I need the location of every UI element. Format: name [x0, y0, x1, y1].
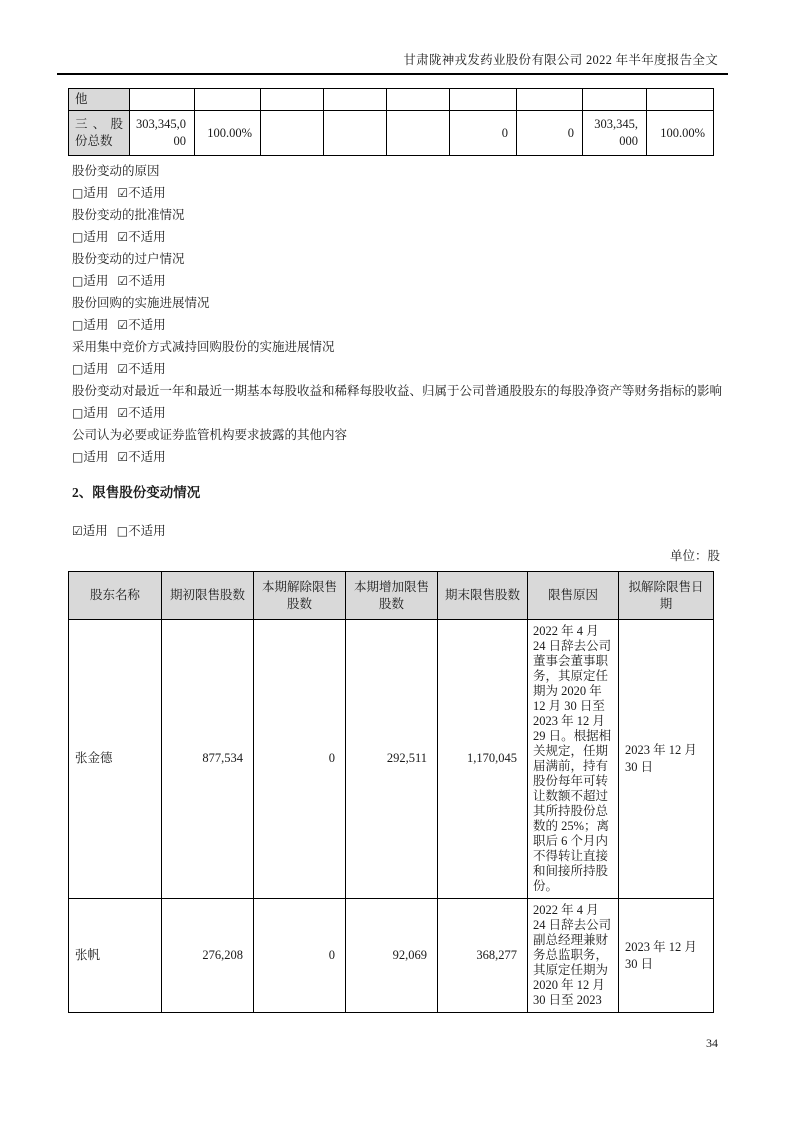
row-label-cell: 他	[69, 89, 130, 111]
applicable-checkbox-icon: □	[72, 274, 84, 288]
not-applicable-checkbox-icon: ☑	[117, 230, 129, 244]
col-header-opening: 期初限售股数	[162, 572, 254, 620]
shareholder-name-cell: 张金德	[69, 620, 162, 899]
applicability-line	[72, 270, 728, 292]
cell	[583, 89, 647, 111]
applicable-label: 适用	[83, 186, 109, 200]
not-applicable-label: 不适用	[128, 524, 166, 538]
cell: 0	[450, 111, 517, 156]
applicable-checkbox-icon: □	[72, 406, 84, 420]
cell: 100.00%	[195, 111, 261, 156]
applicable-label: 适用	[83, 406, 109, 420]
added-shares-cell: 292,511	[346, 620, 438, 899]
restriction-reason-cell: 2022 年 4 月 24 日辞去公司副总经理兼财务总监职务，其原定任期为 2020 年 12 月 30 日至 2023	[528, 899, 619, 1013]
page-header	[57, 52, 728, 75]
not-applicable-label: 不适用	[128, 186, 166, 200]
added-shares-cell: 92,069	[346, 899, 438, 1013]
share-capital-table	[68, 88, 714, 156]
statement-title: 股份回购的实施进展情况	[72, 296, 210, 310]
col-header-released: 本期解除限售股数	[254, 572, 346, 620]
col-header-release-date: 拟解除限售日期	[619, 572, 714, 620]
table-row	[69, 89, 714, 111]
col-header-ending: 期末限售股数	[438, 572, 528, 620]
applicable-checkbox-icon: □	[72, 318, 84, 332]
cell	[324, 111, 387, 156]
cell	[261, 89, 324, 111]
not-applicable-label: 不适用	[128, 406, 166, 420]
applicable-checkbox-icon: □	[72, 450, 84, 464]
section-heading: 2、限售股份变动情况	[72, 485, 201, 500]
not-applicable-checkbox-icon: ☑	[117, 274, 129, 288]
not-applicable-checkbox-icon: □	[116, 524, 129, 538]
not-applicable-checkbox-icon: ☑	[117, 406, 129, 420]
statement-title: 股份变动的原因	[72, 164, 160, 178]
not-applicable-label: 不适用	[128, 274, 166, 288]
not-applicable-label: 不适用	[128, 362, 166, 376]
cell: 100.00%	[647, 111, 714, 156]
release-date-cell: 2023 年 12 月 30 日	[619, 620, 714, 899]
applicability-line	[72, 358, 728, 380]
ending-shares-cell: 1,170,045	[438, 620, 528, 899]
cell	[195, 89, 261, 111]
applicability-line	[72, 182, 728, 204]
not-applicable-checkbox-icon: ☑	[117, 186, 129, 200]
applicability-line	[72, 402, 728, 424]
cell	[450, 89, 517, 111]
applicable-checkbox-icon: ☑	[72, 524, 83, 538]
not-applicable-label: 不适用	[128, 230, 166, 244]
cell: 303,345,000	[130, 111, 195, 156]
statement-title: 公司认为必要或证券监管机构要求披露的其他内容	[72, 428, 348, 442]
applicability-line	[72, 314, 728, 336]
report-header-title: 甘肃陇神戎发药业股份有限公司 2022 年半年度报告全文	[403, 53, 718, 67]
cell	[324, 89, 387, 111]
restriction-reason-cell: 2022 年 4 月 24 日辞去公司董事会董事职务，其原定任期为 2020 年 12 月 30 日至 2023 年 12 月 29 日。根据相关规定，任期届满前，持有股份每年可转让数额不超过其所持股份总数的 25%；离职后 6 个月内不得转让直接和间接所持股份。	[528, 620, 619, 899]
not-applicable-label: 不适用	[128, 318, 166, 332]
cell: 0	[517, 111, 583, 156]
cell	[387, 111, 450, 156]
applicable-label: 适用	[83, 362, 109, 376]
opening-shares-cell: 276,208	[162, 899, 254, 1013]
opening-shares-cell: 877,534	[162, 620, 254, 899]
applicable-checkbox-icon: □	[72, 362, 84, 376]
statement-title: 股份变动对最近一年和最近一期基本每股收益和稀释每股收益、归属于公司普通股股东的每股净资产等财务指标的影响	[72, 384, 723, 398]
row-label-cell: 三、股份总数	[69, 111, 130, 156]
applicable-label: 适用	[83, 230, 109, 244]
table-row	[69, 620, 714, 899]
released-shares-cell: 0	[254, 620, 346, 899]
not-applicable-checkbox-icon: ☑	[117, 362, 129, 376]
applicable-checkbox-icon: □	[72, 186, 84, 200]
table-row	[69, 899, 714, 1013]
not-applicable-checkbox-icon: ☑	[117, 450, 129, 464]
not-applicable-checkbox-icon: ☑	[117, 318, 129, 332]
applicability-line	[72, 226, 728, 248]
cell	[261, 111, 324, 156]
not-applicable-label: 不适用	[128, 450, 166, 464]
col-header-added: 本期增加限售股数	[346, 572, 438, 620]
cell	[130, 89, 195, 111]
applicable-label: 适用	[83, 274, 109, 288]
statements-block	[72, 160, 728, 468]
applicability-line	[72, 446, 728, 468]
cell	[387, 89, 450, 111]
table-row	[69, 111, 714, 156]
ending-shares-cell: 368,277	[438, 899, 528, 1013]
statement-title: 股份变动的过户情况	[72, 252, 185, 266]
page-number: 34	[706, 1036, 718, 1050]
applicable-checkbox-icon: □	[72, 230, 84, 244]
cell	[647, 89, 714, 111]
applicability-line	[72, 520, 728, 542]
statement-title: 股份变动的批准情况	[72, 208, 185, 222]
applicable-label: 适用	[82, 524, 108, 538]
col-header-shareholder: 股东名称	[69, 572, 162, 620]
release-date-cell: 2023 年 12 月 30 日	[619, 899, 714, 1013]
restricted-shares-table	[68, 571, 714, 1013]
unit-label: 单位：股	[669, 549, 720, 563]
shareholder-name-cell: 张帆	[69, 899, 162, 1013]
applicable-label: 适用	[83, 450, 109, 464]
statement-title: 采用集中竞价方式减持回购股份的实施进展情况	[72, 340, 335, 354]
cell	[517, 89, 583, 111]
table-header-row	[69, 572, 714, 620]
released-shares-cell: 0	[254, 899, 346, 1013]
cell: 303,345,000	[583, 111, 647, 156]
col-header-reason: 限售原因	[528, 572, 619, 620]
applicable-label: 适用	[83, 318, 109, 332]
